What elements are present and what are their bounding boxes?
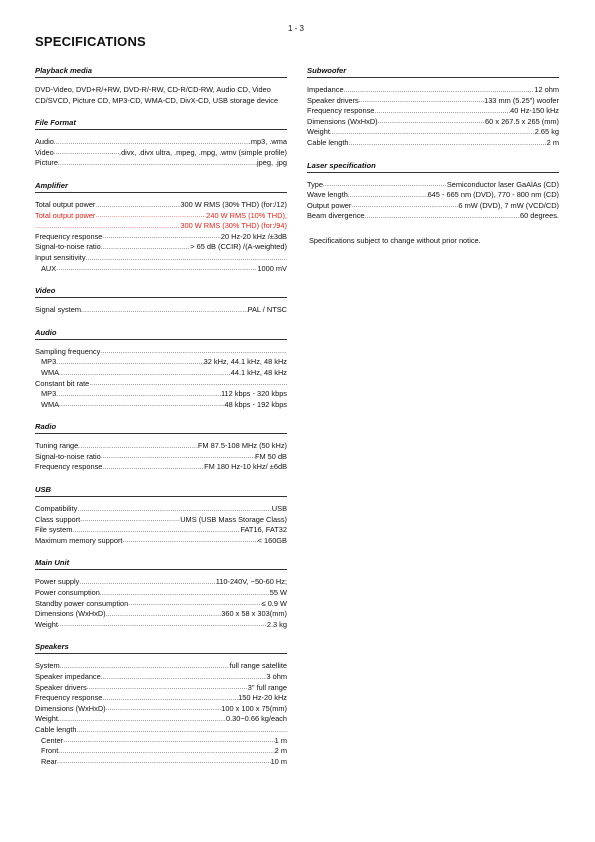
spec-value: 1000 mV <box>257 263 287 273</box>
spec-row <box>35 672 287 683</box>
spec-value: 110-240V, ~50-60 Hz; <box>215 577 287 587</box>
leader-dots <box>87 683 248 693</box>
spec-label: File system <box>35 525 73 535</box>
spec-row <box>35 305 287 316</box>
section-subwoofer <box>307 66 559 149</box>
section-heading: File Format <box>35 118 287 130</box>
spec-value: 100 x 100 x 75(mm) <box>221 703 287 713</box>
left-column <box>35 66 287 779</box>
spec-row <box>307 85 559 96</box>
spec-row <box>35 746 287 757</box>
spec-value: FM 180 Hz-10 kHz/ ±6dB <box>204 462 287 472</box>
section-heading: Amplifier <box>35 181 287 193</box>
section-heading: Audio <box>35 328 287 340</box>
leader-dots <box>323 180 447 190</box>
spec-label: Video <box>35 147 54 157</box>
spec-value: 2 m <box>546 137 559 147</box>
spec-value: FM 50 dB <box>254 451 287 461</box>
leader-dots <box>89 379 287 389</box>
spec-value: 55 W <box>269 588 287 598</box>
spec-value: 2.65 kg <box>534 127 559 137</box>
section-usb <box>35 485 287 546</box>
leader-dots <box>80 515 180 525</box>
spec-label: Cable length <box>35 724 77 734</box>
spec-label: Input sensitivity <box>35 252 86 262</box>
spec-label: Type <box>307 179 324 189</box>
spec-row <box>35 599 287 610</box>
spec-row <box>35 200 287 211</box>
spec-row <box>35 620 287 631</box>
spec-label: Weight <box>307 127 330 137</box>
spec-label: Total output power <box>35 199 96 209</box>
section-speakers <box>35 642 287 767</box>
page-title: SPECIFICATIONS <box>35 34 146 49</box>
spec-row <box>35 379 287 390</box>
spec-row <box>307 117 559 128</box>
section-heading: Speakers <box>35 642 287 654</box>
leader-dots <box>77 505 271 515</box>
spec-label: Frequency response <box>35 462 103 472</box>
spec-value: < 160GB <box>257 535 287 545</box>
section-main-unit <box>35 558 287 630</box>
spec-value: .jpeg, .jpg <box>254 158 287 168</box>
spec-row <box>35 504 287 515</box>
section-heading: Laser specification <box>307 161 559 173</box>
spec-value: 0.30~0.66 kg/each <box>225 714 287 724</box>
spec-value: .mp3, .wma <box>248 137 287 147</box>
spec-value: USB <box>271 504 287 514</box>
leader-dots <box>60 662 230 672</box>
spec-label: Signal system <box>35 305 82 315</box>
spec-label: Signal-to-noise ratio <box>35 451 101 461</box>
section-amplifier <box>35 181 287 274</box>
spec-row <box>35 462 287 473</box>
spec-value: 20 Hz-20 kHz /±3dB <box>220 231 287 241</box>
spec-value: 44.1 kHz, 48 kHz <box>230 367 287 377</box>
leader-dots <box>81 306 248 316</box>
leader-dots <box>351 201 458 211</box>
spec-row <box>35 158 287 169</box>
spec-label: Frequency response <box>307 106 375 116</box>
leader-dots <box>106 704 222 714</box>
spec-label: Speaker drivers <box>35 682 87 692</box>
section-audio <box>35 328 287 411</box>
leader-dots <box>349 139 547 149</box>
spec-row <box>35 714 287 725</box>
leader-dots <box>63 736 274 746</box>
spec-label: Frequency response <box>35 231 103 241</box>
spec-value: 645 - 665 nm (DVD), 770 - 800 nm (CD) <box>427 190 559 200</box>
leader-dots <box>78 442 198 452</box>
leader-dots <box>128 599 261 609</box>
spec-value: 3 ohm <box>266 672 287 681</box>
leader-dots <box>77 726 287 736</box>
spec-row <box>35 368 287 379</box>
spec-value: > 65 dB (CCIR) /(A-weighted) <box>190 242 287 252</box>
leader-dots <box>58 715 226 725</box>
spec-value: .divx, .divx ultra, .mpeg, .mpg, .wmv (simple profile) <box>119 147 287 157</box>
spec-row <box>35 389 287 400</box>
section-heading: Playback media <box>35 66 287 78</box>
leader-dots <box>122 536 257 546</box>
spec-label: Dimensions (WxHxD) <box>35 609 106 619</box>
spec-label: AUX <box>41 263 57 273</box>
spec-row <box>35 693 287 704</box>
section-heading: Main Unit <box>35 558 287 570</box>
spec-label: WMA <box>41 367 60 377</box>
spec-label: Rear <box>41 756 58 766</box>
spec-row <box>35 536 287 547</box>
spec-row <box>35 400 287 411</box>
spec-label: Power supply <box>35 577 80 587</box>
leader-dots <box>100 589 270 599</box>
spec-label: Speaker impedance <box>35 672 101 681</box>
spec-value: 360 x 58 x 303(mm) <box>221 609 287 619</box>
spec-label: Class support <box>35 514 81 524</box>
leader-dots <box>57 757 271 767</box>
leader-dots <box>56 264 257 274</box>
spec-row <box>35 661 287 672</box>
spec-row <box>307 211 559 222</box>
spec-value: 60 degrees. <box>519 211 559 221</box>
spec-label: Power consumption <box>35 588 100 598</box>
spec-label: Weight <box>35 714 58 724</box>
leader-dots <box>344 86 535 96</box>
section-video <box>35 286 287 316</box>
leader-dots <box>54 138 249 148</box>
spec-value: Semiconductor laser GaAlAs (CD) <box>446 179 559 189</box>
change-notice: Specifications subject to change without prior notice. <box>309 235 481 245</box>
spec-row <box>35 736 287 747</box>
section-heading: USB <box>35 485 287 497</box>
leader-dots <box>359 96 484 106</box>
spec-label: Dimensions (WxHxD) <box>35 703 106 713</box>
spec-row <box>35 347 287 358</box>
right-column <box>307 66 559 247</box>
spec-label: Maximum memory support <box>35 535 123 545</box>
spec-value: 2.3 kg <box>266 619 287 629</box>
leader-dots <box>95 201 180 211</box>
spec-label: Impedance <box>307 85 344 94</box>
spec-value: 3" full range <box>247 682 287 692</box>
spec-row <box>35 211 287 222</box>
spec-label: Output power <box>307 200 352 210</box>
spec-value: 1 m <box>274 735 287 745</box>
section-heading: Subwoofer <box>307 66 559 78</box>
spec-label: Speaker drivers <box>307 95 359 105</box>
leader-dots <box>106 610 222 620</box>
leader-dots <box>56 390 221 400</box>
leader-dots <box>101 452 255 462</box>
leader-dots <box>102 694 238 704</box>
spec-value: 2 m <box>274 746 287 756</box>
leader-dots <box>59 369 231 379</box>
leader-dots <box>95 211 206 221</box>
spec-label: Beam divergence <box>307 211 365 221</box>
spec-row <box>35 725 287 736</box>
spec-label: MP3 <box>41 389 57 399</box>
spec-row <box>35 704 287 715</box>
section-radio <box>35 422 287 473</box>
section-playback-media <box>35 66 287 106</box>
spec-value: UMS (USB Mass Storage Class) <box>180 514 287 524</box>
spec-row <box>35 515 287 526</box>
spec-row <box>35 441 287 452</box>
section-file-format <box>35 118 287 169</box>
spec-label: Wave length <box>307 190 348 200</box>
spec-value: 300 W RMS (30% THD) (for:/94) <box>180 221 287 231</box>
leader-dots <box>101 243 191 253</box>
spec-value: 48 kbps - 192 kbps <box>224 399 287 409</box>
playback-media-text: DVD-Video, DVD+R/+RW, DVD-R/-RW, CD-R/CD-RW, Audio CD, Video CD/SVCD, Picture CD, MP3-CD, WMA-CD, DivX-CD, USB storage device <box>35 85 279 105</box>
spec-row <box>35 137 287 148</box>
spec-value: 40 Hz-150 kHz <box>510 106 559 116</box>
spec-row <box>35 609 287 620</box>
spec-value: ≤ 0.9 W <box>261 598 287 608</box>
spec-label: Cable length <box>307 137 349 147</box>
spec-value: 32 kHz, 44.1 kHz, 48 kHz <box>203 357 287 367</box>
spec-row <box>35 452 287 463</box>
spec-row <box>35 232 287 243</box>
section-heading: Radio <box>35 422 287 434</box>
spec-row <box>35 253 287 264</box>
spec-row <box>307 127 559 138</box>
page-number: 1 - 3 <box>288 24 305 33</box>
spec-label: System <box>35 661 60 671</box>
spec-label: Center <box>41 735 64 745</box>
spec-row <box>35 588 287 599</box>
spec-label: Weight <box>35 619 58 629</box>
spec-row <box>307 190 559 201</box>
spec-row <box>35 577 287 588</box>
leader-dots <box>100 347 287 357</box>
leader-dots <box>102 463 204 473</box>
spec-row <box>35 357 287 368</box>
leader-dots <box>79 578 215 588</box>
spec-label: Total output power <box>35 210 96 220</box>
spec-label: Sampling frequency <box>35 346 101 356</box>
spec-label: Tuning range <box>35 441 79 451</box>
leader-dots <box>330 128 535 138</box>
spec-row <box>35 221 287 232</box>
spec-row <box>307 180 559 191</box>
spec-row <box>35 525 287 536</box>
leader-dots <box>72 526 240 536</box>
leader-dots <box>58 620 267 630</box>
leader-dots <box>58 747 274 757</box>
spec-value: 150 Hz-20 kHz <box>238 693 287 703</box>
spec-row <box>307 106 559 117</box>
spec-label: Dimensions (WxHxD) <box>307 116 378 126</box>
spec-label: Constant bit rate <box>35 378 90 388</box>
spec-value: 112 kbps - 320 kbps <box>220 389 287 399</box>
spec-value: 60 x 267.5 x 265 (mm) <box>485 116 559 126</box>
leader-dots <box>59 400 224 410</box>
spec-value: 300 W RMS (30% THD) (for:/12) <box>180 199 287 209</box>
spec-row <box>307 201 559 212</box>
spec-row <box>35 264 287 275</box>
leader-dots <box>56 358 203 368</box>
spec-row <box>35 757 287 768</box>
leader-dots <box>54 148 119 158</box>
leader-dots <box>101 673 267 683</box>
leader-dots <box>378 117 485 127</box>
spec-row <box>307 138 559 149</box>
spec-row <box>307 96 559 107</box>
spec-label: Picture <box>35 158 59 168</box>
spec-value: 133 mm (5.25") woofer <box>484 95 559 105</box>
leader-dots <box>365 212 520 222</box>
spec-row <box>35 148 287 159</box>
spec-label: Audio <box>35 137 54 147</box>
spec-row <box>35 242 287 253</box>
spec-label: WMA <box>41 399 60 409</box>
spec-value: 240 W RMS (10% THD), <box>206 210 287 220</box>
spec-value: full range satellite <box>229 661 287 671</box>
spec-label: Signal-to-noise ratio <box>35 242 101 252</box>
leader-dots <box>374 107 510 117</box>
section-heading: Video <box>35 286 287 298</box>
spec-label: Front <box>41 746 59 756</box>
spec-value: PAL / NTSC <box>247 305 287 315</box>
spec-label: Frequency response <box>35 693 103 703</box>
spec-label: Standby power consumption <box>35 598 129 608</box>
spec-value: 10 m <box>270 756 287 766</box>
leader-dots <box>35 222 180 232</box>
spec-row <box>35 683 287 694</box>
leader-dots <box>102 232 221 242</box>
spec-value: 12 ohm <box>534 85 559 94</box>
spec-label: MP3 <box>41 357 57 367</box>
spec-value: FM 87.5-108 MHz (50 kHz) <box>197 441 287 451</box>
leader-dots <box>86 254 287 264</box>
section-laser-specification <box>307 161 559 222</box>
leader-dots <box>348 191 428 201</box>
spec-value: 6 mW (DVD), 7 mW (VCD/CD) <box>458 200 559 210</box>
spec-label: Compatibility <box>35 504 78 514</box>
spec-value: FAT16, FAT32 <box>240 525 287 535</box>
leader-dots <box>58 159 255 169</box>
